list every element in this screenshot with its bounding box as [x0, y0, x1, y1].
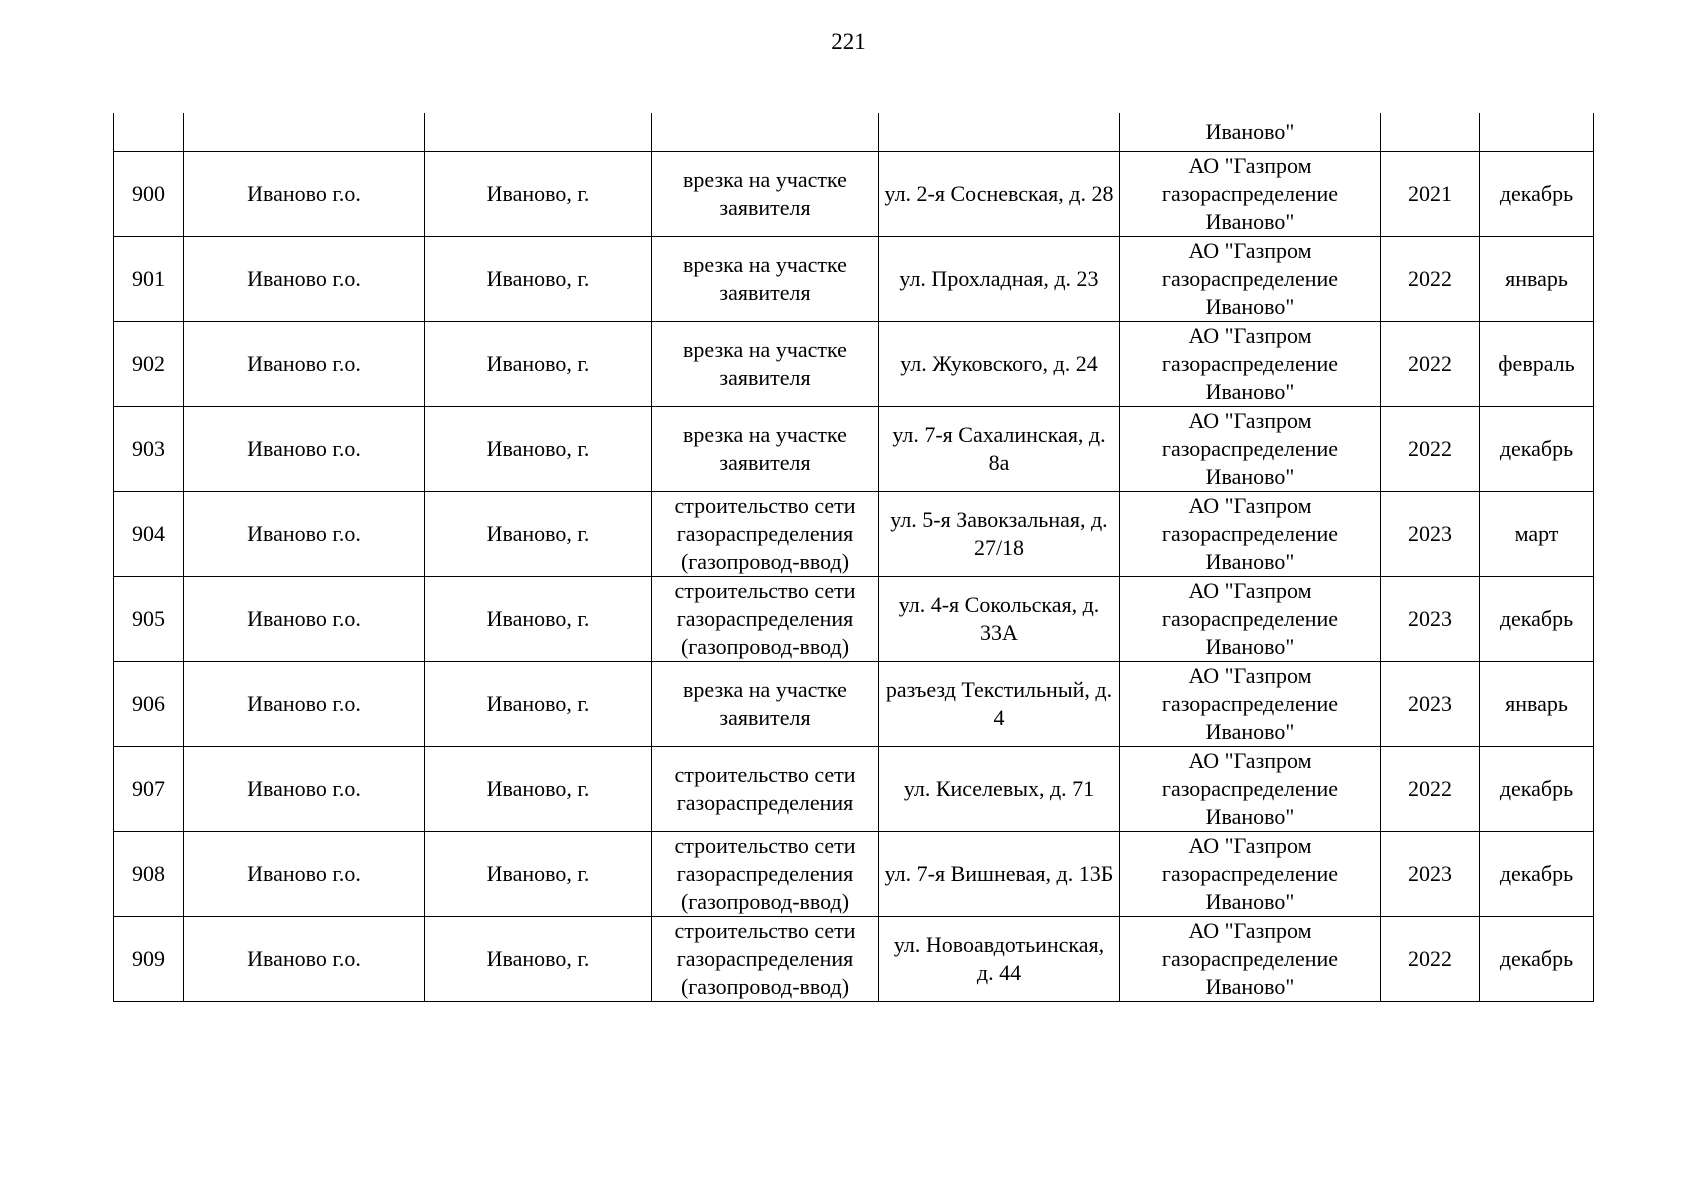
cell-district: Иваново г.о. [184, 492, 425, 577]
cell-no: 904 [114, 492, 184, 577]
cell-month: декабрь [1480, 832, 1594, 917]
cell-district: Иваново г.о. [184, 407, 425, 492]
cell-address: ул. 7-я Сахалинская, д. 8а [879, 407, 1120, 492]
cell-month: декабрь [1480, 152, 1594, 237]
table-row [114, 492, 1594, 577]
cell-locality: Иваново, г. [425, 662, 652, 747]
cell-no [114, 113, 184, 152]
cell-locality: Иваново, г. [425, 917, 652, 1002]
table-row [114, 152, 1594, 237]
table-row [114, 322, 1594, 407]
cell-year: 2022 [1381, 917, 1480, 1002]
cell-operator: АО "Газпром газораспределение Иваново" [1120, 322, 1381, 407]
cell-work-type [652, 113, 879, 152]
cell-district: Иваново г.о. [184, 747, 425, 832]
table-body [114, 152, 1594, 1002]
cell-year: 2022 [1381, 322, 1480, 407]
cell-operator: АО "Газпром газораспределение Иваново" [1120, 577, 1381, 662]
cell-district: Иваново г.о. [184, 237, 425, 322]
cell-year: 2023 [1381, 577, 1480, 662]
cell-no: 901 [114, 237, 184, 322]
cell-district: Иваново г.о. [184, 832, 425, 917]
cell-month [1480, 113, 1594, 152]
cell-month: декабрь [1480, 407, 1594, 492]
table-row [114, 917, 1594, 1002]
cell-work-type: врезка на участке заявителя [652, 322, 879, 407]
cell-work-type: строительство сети газораспределения (газопровод-ввод) [652, 917, 879, 1002]
cell-year: 2023 [1381, 662, 1480, 747]
table-row [114, 747, 1594, 832]
table-row [114, 832, 1594, 917]
cell-district: Иваново г.о. [184, 662, 425, 747]
cell-work-type: строительство сети газораспределения [652, 747, 879, 832]
cell-work-type: строительство сети газораспределения (газопровод-ввод) [652, 577, 879, 662]
gas-connection-table [113, 113, 1594, 1002]
cell-no: 905 [114, 577, 184, 662]
cell-locality: Иваново, г. [425, 747, 652, 832]
cell-year: 2023 [1381, 492, 1480, 577]
cell-address: ул. Новоавдотьинская, д. 44 [879, 917, 1120, 1002]
cell-year: 2021 [1381, 152, 1480, 237]
cell-district [184, 113, 425, 152]
cell-operator: АО "Газпром газораспределение Иваново" [1120, 747, 1381, 832]
cell-work-type: врезка на участке заявителя [652, 662, 879, 747]
cell-district: Иваново г.о. [184, 577, 425, 662]
cell-address: ул. Прохладная, д. 23 [879, 237, 1120, 322]
cell-month: январь [1480, 662, 1594, 747]
cell-operator: АО "Газпром газораспределение Иваново" [1120, 917, 1381, 1002]
cell-address: ул. Киселевых, д. 71 [879, 747, 1120, 832]
cell-locality: Иваново, г. [425, 237, 652, 322]
cell-locality [425, 113, 652, 152]
cell-month: январь [1480, 237, 1594, 322]
cell-no: 909 [114, 917, 184, 1002]
cell-no: 903 [114, 407, 184, 492]
cell-operator: АО "Газпром газораспределение Иваново" [1120, 152, 1381, 237]
table-row [114, 662, 1594, 747]
cell-locality: Иваново, г. [425, 322, 652, 407]
page-number: 221 [831, 29, 866, 54]
cell-year: 2022 [1381, 407, 1480, 492]
cell-work-type: врезка на участке заявителя [652, 237, 879, 322]
cell-operator: АО "Газпром газораспределение Иваново" [1120, 407, 1381, 492]
cell-month: декабрь [1480, 577, 1594, 662]
cell-locality: Иваново, г. [425, 832, 652, 917]
cell-address [879, 113, 1120, 152]
cell-year: 2022 [1381, 237, 1480, 322]
table-row [114, 407, 1594, 492]
cell-address: разъезд Текстильный, д. 4 [879, 662, 1120, 747]
cell-operator: АО "Газпром газораспределение Иваново" [1120, 662, 1381, 747]
cell-month: февраль [1480, 322, 1594, 407]
cell-year: 2022 [1381, 747, 1480, 832]
cell-locality: Иваново, г. [425, 407, 652, 492]
cell-year [1381, 113, 1480, 152]
cell-year: 2023 [1381, 832, 1480, 917]
cell-no: 908 [114, 832, 184, 917]
cell-no: 902 [114, 322, 184, 407]
cell-address: ул. 5-я Завокзальная, д. 27/18 [879, 492, 1120, 577]
cell-district: Иваново г.о. [184, 152, 425, 237]
cell-no: 906 [114, 662, 184, 747]
cell-work-type: строительство сети газораспределения (газопровод-ввод) [652, 832, 879, 917]
cell-operator: АО "Газпром газораспределение Иваново" [1120, 832, 1381, 917]
cell-address: ул. 4-я Сокольская, д. 33А [879, 577, 1120, 662]
table-row [114, 577, 1594, 662]
cell-month: март [1480, 492, 1594, 577]
cell-locality: Иваново, г. [425, 152, 652, 237]
cell-district: Иваново г.о. [184, 322, 425, 407]
cell-locality: Иваново, г. [425, 577, 652, 662]
cell-month: декабрь [1480, 747, 1594, 832]
cell-address: ул. Жуковского, д. 24 [879, 322, 1120, 407]
cell-operator: АО "Газпром газораспределение Иваново" [1120, 492, 1381, 577]
cell-no: 907 [114, 747, 184, 832]
cell-work-type: строительство сети газораспределения (газопровод-ввод) [652, 492, 879, 577]
cell-operator: Иваново" [1120, 113, 1381, 152]
cell-operator: АО "Газпром газораспределение Иваново" [1120, 237, 1381, 322]
cell-work-type: врезка на участке заявителя [652, 407, 879, 492]
continuation-row [114, 113, 1594, 152]
table-row [114, 237, 1594, 322]
cell-work-type: врезка на участке заявителя [652, 152, 879, 237]
cell-month: декабрь [1480, 917, 1594, 1002]
cell-district: Иваново г.о. [184, 917, 425, 1002]
cell-no: 900 [114, 152, 184, 237]
cell-locality: Иваново, г. [425, 492, 652, 577]
cell-address: ул. 2-я Сосневская, д. 28 [879, 152, 1120, 237]
cell-address: ул. 7-я Вишневая, д. 13Б [879, 832, 1120, 917]
